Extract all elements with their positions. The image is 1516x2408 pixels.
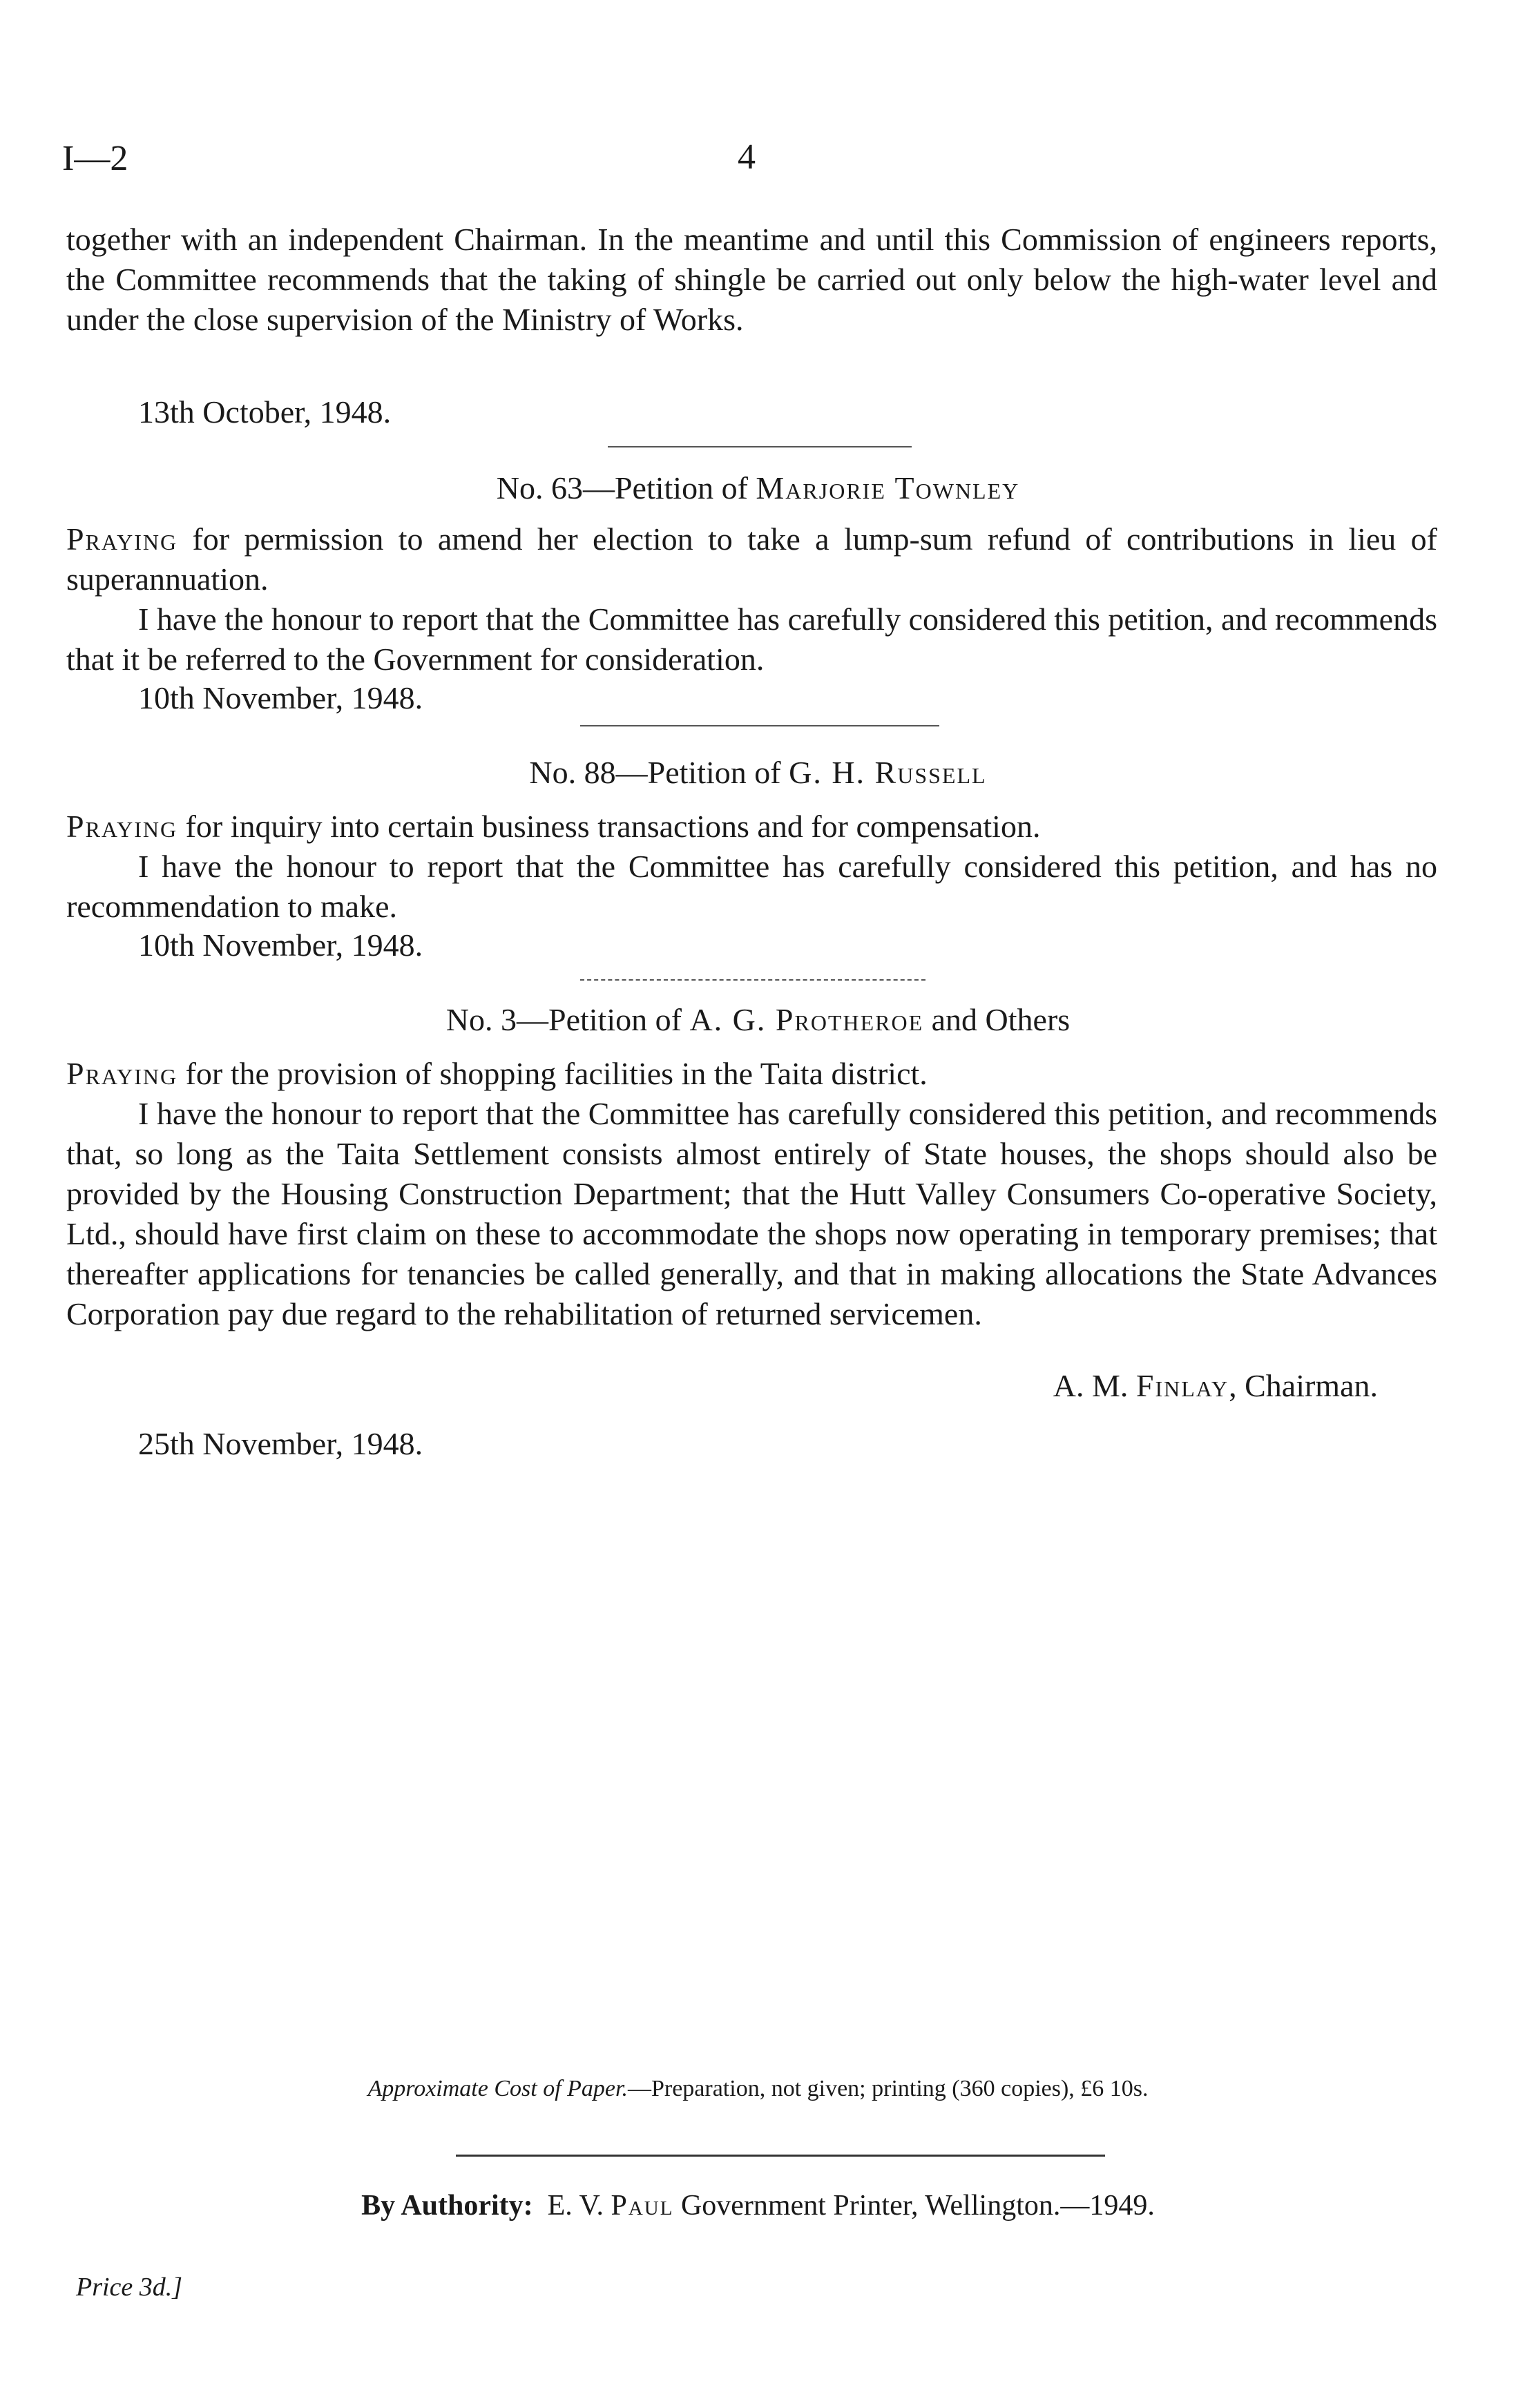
intro-date: 13th October, 1948. bbox=[138, 394, 392, 430]
signature-initials: A. M. bbox=[1053, 1368, 1129, 1403]
report-paragraph: I have the honour to report that the Committee has carefully considered this petition, and has no recommendation to make. bbox=[66, 849, 1437, 924]
praying-text: for inquiry into certain business transactions and for compensation. bbox=[185, 809, 1041, 844]
praying-paragraph bbox=[66, 1054, 1437, 1094]
authority-line bbox=[0, 2189, 1516, 2222]
petitioner-name: A. G. Protheroe bbox=[689, 1002, 924, 1037]
praying-word: Praying bbox=[66, 1056, 178, 1091]
intro-paragraph: together with an independent Chairman. In the meantime and until this Commission of engineers reports, the Committee recommends that the taking of shingle be carried out only below the high-water level and under the close supervision of the Ministry of Works. bbox=[66, 222, 1437, 337]
petitioner-name: Marjorie Townley bbox=[756, 470, 1020, 505]
cost-label: Approximate Cost of Paper. bbox=[367, 2076, 628, 2101]
petition-date: 10th November, 1948. bbox=[138, 680, 423, 715]
printer-name: Paul bbox=[611, 2190, 674, 2222]
petitioner-name: G. H. Russell bbox=[789, 755, 987, 790]
praying-word: Praying bbox=[66, 521, 178, 557]
petition-number: No. 88—Petition of bbox=[529, 755, 781, 790]
signature bbox=[1053, 1367, 1378, 1404]
petition-number: No. 3—Petition of bbox=[445, 1002, 682, 1037]
report-paragraph: I have the honour to report that the Committee has carefully considered this petition, and recommends that, so long as the Taita Settlement consists almost entirely of State houses, the shops should also be provided by the Housing Construction Department; that the Hutt Valley Consumers Co-operative Society, Ltd., should have first claim on these to accommodate the shops now operating in temporary premises; that thereafter applications for tenancies be called generally, and that in making allocations the State Advances Corporation pay due regard to the rehabilitation of returned servicemen. bbox=[66, 1096, 1437, 1331]
praying-text: for the provision of shopping facilities in the Taita district. bbox=[185, 1056, 928, 1091]
praying-paragraph bbox=[66, 519, 1437, 599]
petition-title bbox=[0, 754, 1516, 791]
page-number: 4 bbox=[738, 137, 756, 177]
report-paragraph: I have the honour to report that the Committee has carefully considered this petition, and recommends that it be referred to the Government for consideration. bbox=[66, 601, 1437, 677]
price: Price 3d.] bbox=[76, 2273, 183, 2302]
signature-name: Finlay bbox=[1135, 1368, 1229, 1403]
petition-date: 10th November, 1948. bbox=[138, 927, 423, 963]
cost-text: —Preparation, not given; printing (360 copies), £6 10s. bbox=[627, 2076, 1149, 2101]
petition-title-suffix: and Others bbox=[931, 1002, 1071, 1037]
praying-word: Praying bbox=[66, 809, 178, 844]
petition-title bbox=[0, 470, 1516, 506]
petition-date: 25th November, 1948. bbox=[138, 1426, 423, 1461]
signature-title: , Chairman. bbox=[1229, 1368, 1378, 1403]
printer-details: Government Printer, Wellington.—1949. bbox=[680, 2190, 1155, 2222]
document-code: I—2 bbox=[62, 139, 128, 178]
authority-label: By Authority: bbox=[361, 2190, 533, 2222]
petition-title bbox=[0, 1001, 1516, 1038]
printer-initials: E. V. bbox=[547, 2190, 604, 2222]
cost-note bbox=[0, 2076, 1516, 2102]
petition-number: No. 63—Petition of bbox=[496, 470, 748, 505]
section-divider bbox=[580, 725, 939, 726]
section-divider bbox=[608, 446, 912, 447]
section-divider bbox=[580, 979, 925, 981]
praying-paragraph bbox=[66, 807, 1437, 847]
praying-text: for permission to amend her election to take a lump-sum refund of contributions in lieu of superannuation. bbox=[66, 521, 1437, 597]
footer-rule bbox=[456, 2155, 1105, 2157]
